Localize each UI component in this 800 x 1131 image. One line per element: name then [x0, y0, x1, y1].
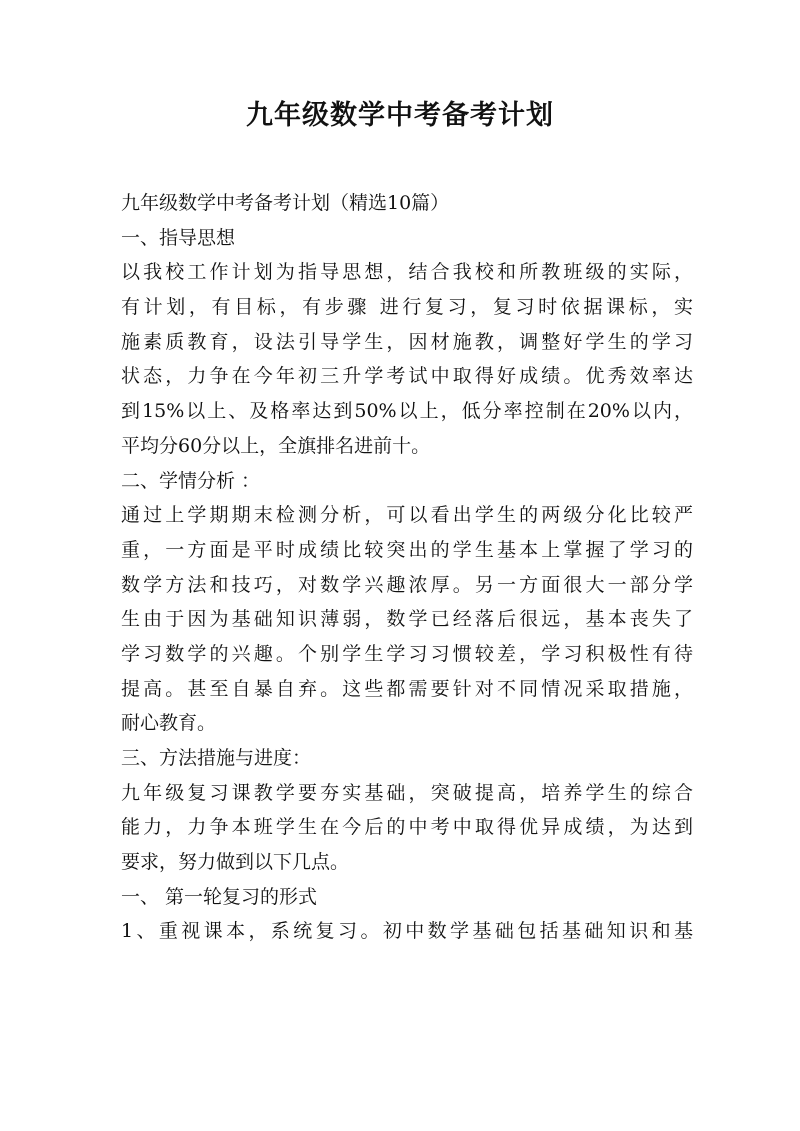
paragraph-line: 通过上学期期末检测分析，可以看出学生的两级分化比较严 — [121, 504, 693, 527]
paragraph-line: 学习数学的兴趣。个别学生学习习惯较差，学习积极性有待 — [121, 642, 693, 665]
paragraph-line: 平均分60分以上，全旗排名进前十。 — [121, 434, 431, 457]
section-heading-student-analysis: 二、学情分析 ： — [121, 469, 261, 492]
paragraph-line: 生由于因为基础知识薄弱，数学已经落后很远，基本丧失了 — [121, 608, 693, 631]
section-heading-methods: 三、方法措施与进度： — [121, 747, 312, 769]
paragraph-line: 能力，力争本班学生在今后的中考中取得优异成绩，为达到 — [121, 816, 693, 839]
paragraph-line: 数学方法和技巧，对数学兴趣浓厚。另一方面很大一部分学 — [121, 573, 693, 596]
section-heading-guiding-ideology: 一、指导思想 — [121, 226, 236, 249]
paragraph-line: 以我校工作计划为指导思想，结合我校和所教班级的实际， — [121, 261, 693, 284]
paragraph-line: 要求，努力做到以下几点。 — [121, 851, 350, 874]
paragraph-line: 施素质教育，设法引导学生，因材施教，调整好学生的学习 — [121, 330, 693, 353]
subtitle-line: 九年级数学中考备考计划（精选10篇） — [121, 192, 450, 214]
paragraph-line: 1、重视课本，系统复习。初中数学基础包括基础知识和基 — [121, 920, 693, 943]
paragraph-line: 耐心教育。 — [121, 712, 217, 735]
paragraph-line: 提高。甚至自暴自弃。这些都需要针对不同情况采取措施， — [121, 677, 693, 700]
document-body — [121, 186, 693, 949]
document-title: 九年级数学中考备考计划 — [246, 100, 554, 131]
subsection-heading-first-review: 一、 第一轮复习的形式 — [121, 885, 318, 908]
paragraph-line: 到15%以上、及格率达到50%以上，低分率控制在20%以内， — [121, 400, 693, 423]
paragraph-line: 重，一方面是平时成绩比较突出的学生基本上掌握了学习的 — [121, 538, 693, 561]
paragraph-line: 九年级复习课教学要夯实基础，突破提高，培养学生的综合 — [121, 781, 693, 804]
paragraph-line: 有计划，有目标，有步骤 进行复习，复习时依据课标，实 — [121, 296, 693, 319]
paragraph-line: 状态，力争在今年初三升学考试中取得好成绩。优秀效率达 — [121, 365, 693, 388]
